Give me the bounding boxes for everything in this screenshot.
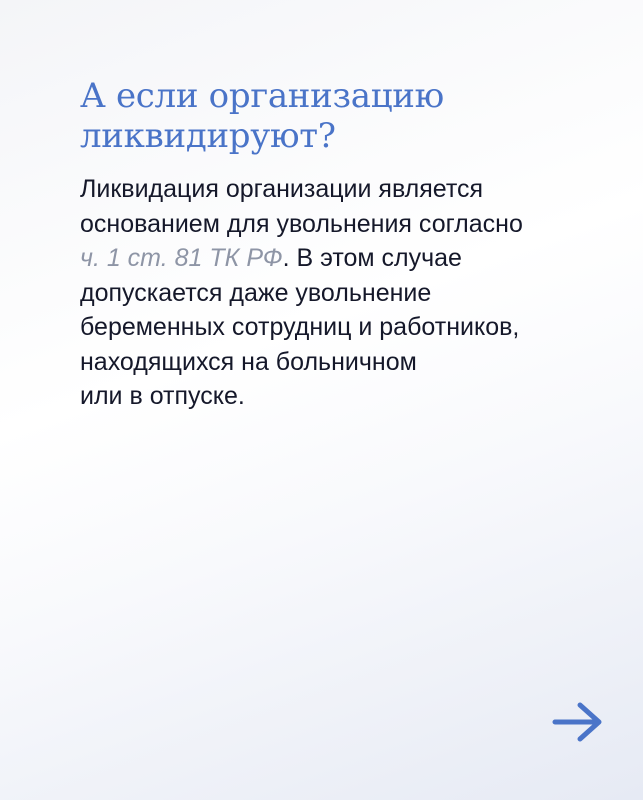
body-line-3-rest: . В этом случае [282, 244, 462, 272]
arrow-right-icon [552, 700, 604, 744]
body-line-5: беременных сотрудниц и работников, [80, 313, 520, 341]
body-line-7: или в отпуске. [80, 382, 245, 410]
title-line-2: ликвидируют? [80, 116, 336, 156]
body-line-1: Ликвидация организации является [80, 175, 484, 203]
body-line-6: находящихся на больничном [80, 347, 417, 376]
next-slide-button[interactable] [552, 700, 604, 744]
body-line-3 [80, 241, 600, 276]
body-line-2: основанием для увольнения согласно [80, 209, 523, 238]
law-reference: ч. 1 ст. 81 ТК РФ [80, 244, 283, 272]
slide-body-text [80, 172, 600, 414]
body-line-4: допускается даже увольнение [80, 278, 432, 307]
slide-title [80, 76, 580, 156]
title-line-1: А если организацию [80, 76, 444, 116]
